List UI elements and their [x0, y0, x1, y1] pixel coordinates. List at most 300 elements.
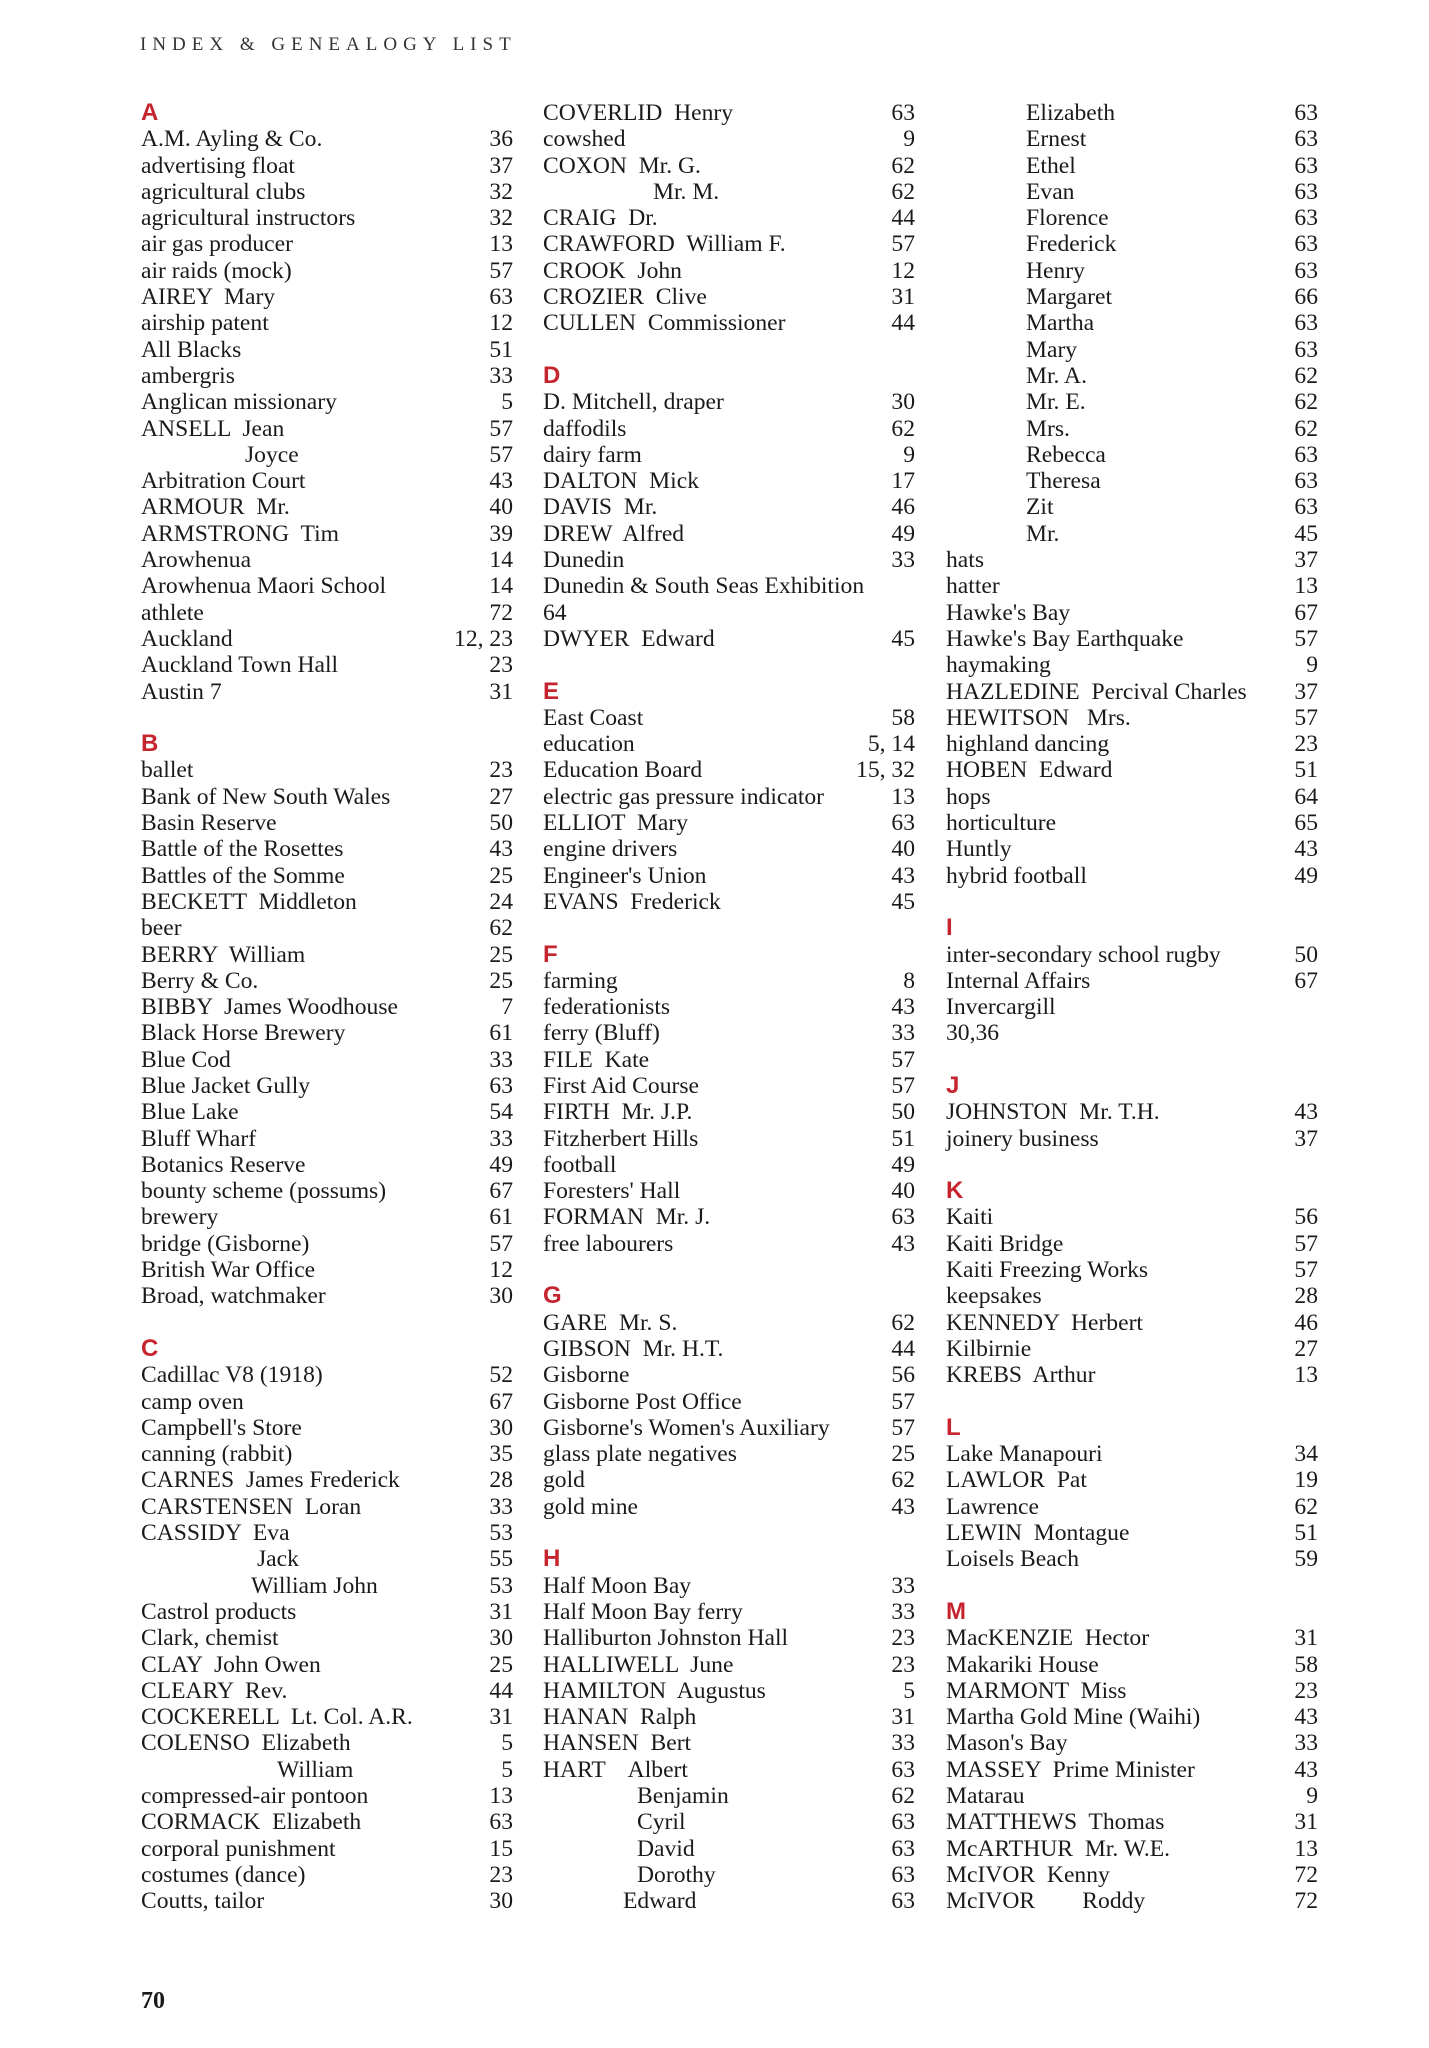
section-letter: M	[946, 1597, 966, 1625]
entry-pages: 27	[1294, 1335, 1318, 1362]
entry-term: education	[543, 731, 635, 758]
entry-term: advertising float	[141, 152, 295, 179]
entry-term: Battle of the Rosettes	[141, 836, 344, 863]
index-entry	[141, 1757, 513, 1783]
entry-term: hybrid football	[946, 862, 1087, 889]
entry-term: Bank of New South Wales	[141, 783, 391, 810]
entry-term: CROOK John	[543, 257, 682, 284]
entry-term: bridge (Gisborne)	[141, 1230, 310, 1257]
entry-term: dairy farm	[543, 441, 642, 468]
index-entry	[543, 705, 915, 731]
entry-pages: 5	[501, 389, 513, 416]
entry-term: haymaking	[946, 652, 1051, 679]
index-entry	[946, 389, 1318, 415]
index-entry	[946, 1625, 1318, 1651]
entry-term: HART Albert	[543, 1756, 688, 1783]
index-entry	[946, 100, 1318, 126]
entry-pages: 12	[489, 1257, 513, 1284]
index-entry	[543, 1389, 915, 1415]
entry-term: Margaret	[1026, 284, 1113, 311]
index-entry	[543, 1362, 915, 1388]
entry-term: McIVOR Kenny	[946, 1861, 1110, 1888]
entry-pages: 9	[1306, 1783, 1318, 1809]
section-gap	[141, 1310, 513, 1336]
entry-term: Kaiti Bridge	[946, 1230, 1064, 1257]
index-entry	[946, 284, 1318, 310]
entry-pages: 67	[489, 1388, 513, 1415]
index-entry	[141, 1599, 513, 1625]
entry-term: Mason's Bay	[946, 1730, 1068, 1757]
index-entry	[141, 179, 513, 205]
entry-term: Makariki House	[946, 1651, 1099, 1678]
entry-pages: 40	[891, 1178, 915, 1205]
index-entry	[946, 1126, 1318, 1152]
entry-pages: 45	[891, 625, 915, 652]
index-entry	[543, 836, 915, 862]
entry-pages: 67	[1294, 599, 1318, 626]
entry-pages: 23	[1294, 1677, 1318, 1704]
index-entry	[946, 231, 1318, 257]
index-entry	[543, 1178, 915, 1204]
index-entry	[543, 1441, 915, 1467]
index-entry	[946, 337, 1318, 363]
entry-pages: 9	[903, 126, 915, 153]
entry-term: hatter	[946, 573, 1000, 600]
index-entry	[141, 1467, 513, 1493]
entry-pages: 30	[489, 1625, 513, 1652]
entry-pages: 33	[891, 1730, 915, 1757]
entry-pages: 31	[891, 1704, 915, 1731]
entry-term: Elizabeth	[1026, 100, 1116, 126]
entry-pages: 43	[891, 994, 915, 1021]
index-entry	[141, 1415, 513, 1441]
entry-term: Basin Reserve	[141, 810, 277, 837]
entry-pages: 57	[891, 1046, 915, 1073]
index-entry	[946, 153, 1318, 179]
running-header: INDEX & GENEALOGY LIST	[140, 34, 517, 55]
entry-pages: 31	[891, 284, 915, 311]
index-entry	[543, 231, 915, 257]
entry-term: 64	[543, 599, 567, 626]
entry-term: LAWLOR Pat	[946, 1467, 1087, 1494]
index-entry	[543, 153, 915, 179]
entry-pages: 63	[489, 1809, 513, 1836]
entry-term: East Coast	[543, 704, 644, 731]
entry-pages: 57	[489, 257, 513, 284]
index-entry	[141, 1730, 513, 1756]
index-entry	[543, 1730, 915, 1756]
index-entry	[543, 1757, 915, 1783]
index-entry	[141, 1836, 513, 1862]
entry-pages: 46	[1294, 1309, 1318, 1336]
entry-pages: 31	[489, 678, 513, 705]
section-gap	[543, 1257, 915, 1283]
index-entry	[543, 389, 915, 415]
entry-pages: 25	[489, 862, 513, 889]
index-entry	[543, 1678, 915, 1704]
entry-term: ambergris	[141, 362, 235, 389]
entry-pages: 63	[1294, 441, 1318, 468]
entry-term: Austin 7	[141, 678, 222, 705]
index-entry	[141, 757, 513, 783]
entry-term: athlete	[141, 599, 204, 626]
index-entry	[946, 1862, 1318, 1888]
entry-pages: 57	[1294, 625, 1318, 652]
index-entry	[946, 1336, 1318, 1362]
entry-term: CROZIER Clive	[543, 284, 707, 311]
index-entry	[946, 494, 1318, 520]
index-entry	[543, 810, 915, 836]
entry-term: ARMOUR Mr.	[141, 494, 290, 521]
index-entry	[543, 1836, 915, 1862]
index-entry	[543, 1494, 915, 1520]
index-entry	[543, 442, 915, 468]
entry-term: Mr. E.	[1026, 389, 1086, 416]
entry-term: engine drivers	[543, 836, 678, 863]
entry-pages: 61	[489, 1204, 513, 1231]
entry-term: CRAWFORD William F.	[543, 231, 786, 258]
entry-pages: 23	[1294, 731, 1318, 758]
index-entry	[141, 600, 513, 626]
entry-pages: 23	[489, 652, 513, 679]
entry-term: Frederick	[1026, 231, 1117, 258]
entry-pages: 33	[891, 1572, 915, 1599]
entry-pages: 33	[489, 1046, 513, 1073]
entry-pages: 28	[489, 1467, 513, 1494]
entry-pages: 23	[891, 1651, 915, 1678]
index-entry	[141, 573, 513, 599]
entry-term: A.M. Ayling & Co.	[141, 126, 323, 153]
entry-pages: 13	[489, 231, 513, 258]
index-entry	[946, 1283, 1318, 1309]
index-entry	[543, 1099, 915, 1125]
entry-pages: 52	[489, 1362, 513, 1389]
entry-term: farming	[543, 967, 618, 994]
index-entry	[543, 547, 915, 573]
entry-term: Cyril	[637, 1809, 686, 1836]
entry-pages: 13	[891, 783, 915, 810]
entry-pages: 43	[489, 836, 513, 863]
entry-pages: 57	[891, 1414, 915, 1441]
entry-term: Mrs.	[1026, 415, 1070, 442]
entry-term: agricultural clubs	[141, 178, 306, 205]
entry-term: ballet	[141, 757, 194, 784]
index-entry	[946, 1783, 1318, 1809]
index-entry	[543, 100, 915, 126]
entry-term: Theresa	[1026, 468, 1101, 495]
entry-term: HANSEN Bert	[543, 1730, 692, 1757]
entry-term: Dorothy	[637, 1861, 716, 1888]
entry-pages: 25	[489, 1651, 513, 1678]
entry-pages: 63	[891, 1204, 915, 1231]
index-entry	[141, 1546, 513, 1572]
entry-pages: 33	[891, 1598, 915, 1625]
entry-pages: 24	[489, 888, 513, 915]
index-entry	[543, 1415, 915, 1441]
index-entry	[543, 205, 915, 231]
entry-pages: 63	[891, 1756, 915, 1783]
entry-term: free labourers	[543, 1230, 674, 1257]
entry-term: Benjamin	[637, 1783, 729, 1809]
entry-term: Mary	[1026, 336, 1078, 363]
entry-pages: 45	[891, 888, 915, 915]
entry-term: air gas producer	[141, 231, 293, 258]
section-gap	[543, 1520, 915, 1546]
index-entry	[946, 1888, 1318, 1914]
entry-term: Campbell's Store	[141, 1414, 302, 1441]
entry-term: KREBS Arthur	[946, 1362, 1096, 1389]
index-entry	[946, 1757, 1318, 1783]
section-letter: G	[543, 1282, 562, 1310]
index-entry	[141, 1178, 513, 1204]
entry-pages: 67	[489, 1178, 513, 1205]
entry-pages: 61	[489, 1020, 513, 1047]
entry-pages: 62	[1294, 389, 1318, 416]
entry-pages: 63	[891, 1861, 915, 1888]
section-gap	[946, 1152, 1318, 1178]
entry-term: DALTON Mick	[543, 468, 699, 495]
index-entry	[141, 1389, 513, 1415]
entry-term: MacKENZIE Hector	[946, 1625, 1150, 1652]
entry-term: William John	[251, 1572, 378, 1599]
entry-pages: 72	[1294, 1861, 1318, 1888]
entry-term: Loisels Beach	[946, 1546, 1080, 1573]
section-gap	[946, 1573, 1318, 1599]
index-entry	[141, 153, 513, 179]
index-entry	[946, 258, 1318, 284]
index-entry	[946, 205, 1318, 231]
index-entry	[543, 126, 915, 152]
entry-pages: 53	[489, 1572, 513, 1599]
entry-pages: 40	[891, 836, 915, 863]
entry-term: McARTHUR Mr. W.E.	[946, 1835, 1171, 1862]
entry-pages: 43	[1294, 1099, 1318, 1126]
index-entry	[141, 889, 513, 915]
entry-pages: 14	[489, 547, 513, 574]
entry-term: gold mine	[543, 1493, 639, 1520]
entry-pages: 49	[489, 1151, 513, 1178]
entry-term: Anglican missionary	[141, 389, 337, 416]
entry-pages: 57	[489, 1230, 513, 1257]
index-entry	[946, 1652, 1318, 1678]
index-entry	[946, 1730, 1318, 1756]
index-column-1	[141, 100, 513, 1914]
index-entry	[946, 679, 1318, 705]
entry-pages: 19	[1294, 1467, 1318, 1494]
index-entry	[141, 942, 513, 968]
index-entry	[543, 1126, 915, 1152]
entry-term: Education Board	[543, 757, 703, 784]
index-entry	[543, 626, 915, 652]
index-entry	[543, 468, 915, 494]
entry-term: CULLEN Commissioner	[543, 310, 786, 337]
index-entry	[141, 126, 513, 152]
entry-term: Blue Lake	[141, 1099, 239, 1126]
entry-pages: 49	[891, 1151, 915, 1178]
entry-pages: 51	[1294, 757, 1318, 784]
index-entry	[543, 179, 915, 205]
index-entry	[946, 468, 1318, 494]
entry-term: CRAIG Dr.	[543, 205, 658, 232]
entry-pages: 32	[489, 205, 513, 232]
entry-pages: 49	[1294, 862, 1318, 889]
entry-term: William	[277, 1756, 354, 1783]
index-entry	[543, 1599, 915, 1625]
entry-pages: 59	[1294, 1546, 1318, 1573]
entry-pages: 63	[891, 1809, 915, 1836]
index-entry	[946, 652, 1318, 678]
section-gap	[543, 652, 915, 678]
index-column-2	[543, 100, 915, 1914]
index-entry	[141, 258, 513, 284]
entry-pages: 17	[891, 468, 915, 495]
entry-pages: 44	[489, 1677, 513, 1704]
entry-pages: 33	[489, 1125, 513, 1152]
entry-term: Arowhenua Maori School	[141, 573, 387, 600]
entry-term: Invercargill	[946, 994, 1056, 1021]
index-entry	[946, 784, 1318, 810]
index-entry	[141, 1678, 513, 1704]
entry-pages: 63	[1294, 126, 1318, 153]
index-entry	[543, 731, 915, 757]
entry-term: costumes (dance)	[141, 1861, 306, 1888]
section-letter: A	[141, 99, 159, 126]
entry-pages: 31	[489, 1598, 513, 1625]
index-entry	[141, 1494, 513, 1520]
index-entry	[543, 416, 915, 442]
index-entry	[543, 1573, 915, 1599]
entry-pages: 57	[891, 1072, 915, 1099]
index-entry	[141, 1231, 513, 1257]
entry-term: Hawke's Bay Earthquake	[946, 625, 1184, 652]
index-entry	[946, 1520, 1318, 1546]
entry-pages: 63	[891, 1888, 915, 1915]
entry-term: McIVOR Roddy	[946, 1888, 1146, 1915]
entry-pages: 30	[489, 1888, 513, 1915]
entry-term: Rebecca	[1026, 441, 1106, 468]
index-entry	[141, 442, 513, 468]
entry-pages: 15, 32	[856, 757, 915, 784]
entry-term: Castrol products	[141, 1598, 297, 1625]
entry-pages: 66	[1294, 284, 1318, 311]
entry-pages: 57	[489, 415, 513, 442]
entry-term: Halliburton Johnston Hall	[543, 1625, 789, 1652]
index-entry	[946, 731, 1318, 757]
entry-term: Martha	[1026, 310, 1095, 337]
entry-pages: 63	[1294, 310, 1318, 337]
index-entry	[543, 1467, 915, 1493]
entry-term: beer	[141, 915, 182, 942]
entry-pages: 37	[1294, 547, 1318, 574]
entry-pages: 57	[1294, 704, 1318, 731]
entry-pages: 49	[891, 520, 915, 547]
entry-term: FILE Kate	[543, 1046, 650, 1073]
index-entry	[543, 1652, 915, 1678]
index-entry	[543, 600, 915, 626]
entry-term: Fitzherbert Hills	[543, 1125, 699, 1152]
index-entry	[141, 1073, 513, 1099]
index-entry	[141, 1704, 513, 1730]
entry-term: Dunedin	[543, 547, 625, 574]
entry-pages: 57	[891, 1388, 915, 1415]
index-entry	[543, 1783, 915, 1809]
entry-term: HEWITSON Mrs.	[946, 704, 1131, 731]
index-entry	[141, 968, 513, 994]
index-entry	[946, 1836, 1318, 1862]
entry-pages: 67	[1294, 967, 1318, 994]
section-letter: L	[946, 1413, 961, 1441]
entry-pages: 31	[489, 1704, 513, 1731]
entry-pages: 57	[891, 231, 915, 258]
index-entry	[141, 205, 513, 231]
index-entry	[946, 1494, 1318, 1520]
entry-pages: 23	[489, 1861, 513, 1888]
section-letter: J	[946, 1071, 960, 1099]
entry-pages: 13	[1294, 1835, 1318, 1862]
index-entry	[946, 942, 1318, 968]
entry-term: corporal punishment	[141, 1835, 336, 1862]
entry-pages: 62	[1294, 1493, 1318, 1520]
entry-term: Henry	[1026, 257, 1085, 284]
entry-term: Gisborne	[543, 1362, 630, 1389]
entry-pages: 31	[1294, 1625, 1318, 1652]
entry-pages: 34	[1294, 1441, 1318, 1468]
index-entry	[543, 1625, 915, 1651]
index-entry	[543, 573, 915, 599]
entry-pages: 63	[1294, 178, 1318, 205]
entry-term: ARMSTRONG Tim	[141, 520, 340, 547]
entry-pages: 63	[1294, 257, 1318, 284]
section-letter: K	[946, 1177, 964, 1205]
index-entry	[946, 968, 1318, 994]
section-letter: D	[543, 361, 561, 389]
entry-term: air raids (mock)	[141, 257, 292, 284]
entry-pages: 72	[489, 599, 513, 626]
index-entry	[141, 863, 513, 889]
entry-term: Blue Jacket Gully	[141, 1072, 311, 1099]
entry-term: Clark, chemist	[141, 1625, 279, 1652]
entry-pages: 63	[1294, 205, 1318, 232]
index-entry	[946, 442, 1318, 468]
entry-pages: 57	[489, 441, 513, 468]
entry-pages: 62	[1294, 415, 1318, 442]
entry-term: Lawrence	[946, 1493, 1039, 1520]
entry-term: COXON Mr. G.	[543, 152, 701, 179]
entry-pages: 30	[891, 389, 915, 416]
index-entry	[543, 1231, 915, 1257]
entry-pages: 58	[1294, 1651, 1318, 1678]
index-entry	[141, 231, 513, 257]
entry-term: 30,36	[946, 1020, 1000, 1047]
entry-term: Berry & Co.	[141, 967, 259, 994]
entry-pages: 62	[891, 1783, 915, 1809]
index-entry	[141, 1573, 513, 1599]
entry-pages: 37	[489, 152, 513, 179]
index-entry	[141, 1809, 513, 1835]
entry-term: camp oven	[141, 1388, 244, 1415]
index-entry	[543, 1073, 915, 1099]
index-entry	[946, 1310, 1318, 1336]
entry-term: federationists	[543, 994, 671, 1021]
entry-pages: 62	[1294, 362, 1318, 389]
index-entry	[946, 1678, 1318, 1704]
entry-term: MATTHEWS Thomas	[946, 1809, 1165, 1836]
index-entry	[946, 310, 1318, 336]
section-gap	[946, 1389, 1318, 1415]
entry-pages: 57	[1294, 1257, 1318, 1284]
index-entry	[141, 1362, 513, 1388]
index-entry	[543, 994, 915, 1020]
